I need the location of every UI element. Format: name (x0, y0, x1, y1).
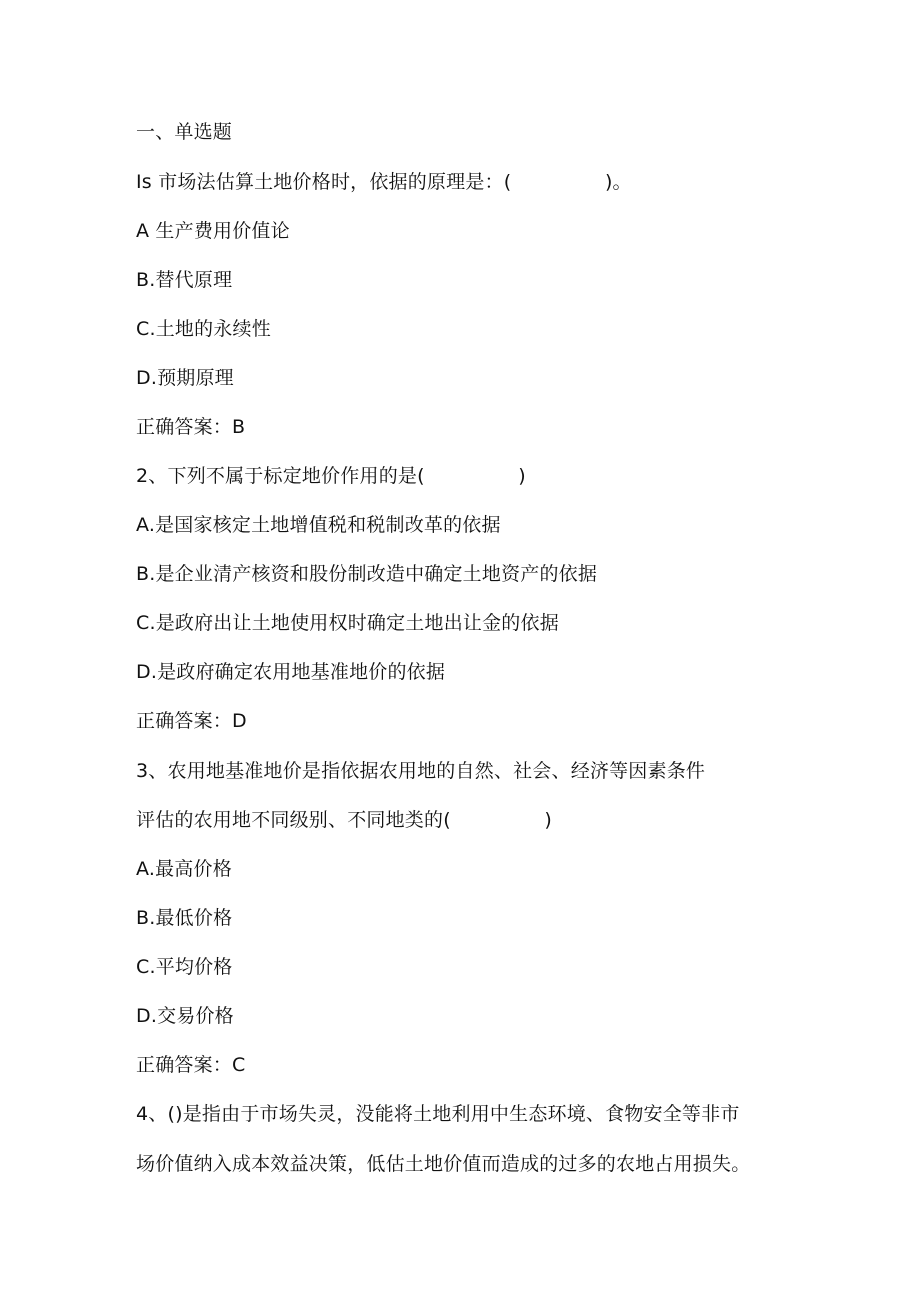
question-3-option-d: D.交易价格 (136, 1005, 234, 1027)
question-3-stem-line-2: 评估的农用地不同级别、不同地类的( ) (136, 809, 553, 831)
question-3-answer: 正确答案：C (136, 1054, 246, 1076)
question-1-option-d: D.预期原理 (136, 367, 234, 389)
question-3-option-b: B.最低价格 (136, 907, 233, 929)
question-2-option-c: C.是政府出让土地使用权时确定土地出让金的依据 (136, 612, 559, 634)
question-1-stem: Is 市场法估算土地价格时，依据的原理是：( )。 (136, 171, 632, 193)
question-4-stem-line-2: 场价值纳入成本效益决策，低估土地价值而造成的过多的农地占用损失。 (136, 1153, 751, 1175)
question-1-option-b: B.替代原理 (136, 269, 233, 291)
question-2-stem: 2、下列不属于标定地价作用的是( ) (136, 465, 526, 487)
question-1-option-a: A 生产费用价值论 (136, 220, 290, 242)
question-2-option-b: B.是企业清产核资和股份制改造中确定土地资产的依据 (136, 563, 598, 585)
question-2-answer: 正确答案：D (136, 710, 247, 732)
question-2-option-a: A.是国家核定土地增值税和税制改革的依据 (136, 514, 501, 536)
question-3-stem-line-1: 3、农用地基准地价是指依据农用地的自然、社会、经济等因素条件 (136, 760, 706, 782)
section-heading: 一、单选题 (136, 121, 233, 143)
question-1-answer: 正确答案：B (136, 416, 246, 438)
question-3-option-c: C.平均价格 (136, 956, 233, 978)
question-4-stem-line-1: 4、()是指由于市场失灵，没能将土地利用中生态环境、食物安全等非市 (136, 1103, 740, 1125)
question-1-option-c: C.土地的永续性 (136, 318, 271, 340)
question-2-option-d: D.是政府确定农用地基准地价的依据 (136, 661, 446, 683)
question-3-option-a: A.最高价格 (136, 858, 232, 880)
